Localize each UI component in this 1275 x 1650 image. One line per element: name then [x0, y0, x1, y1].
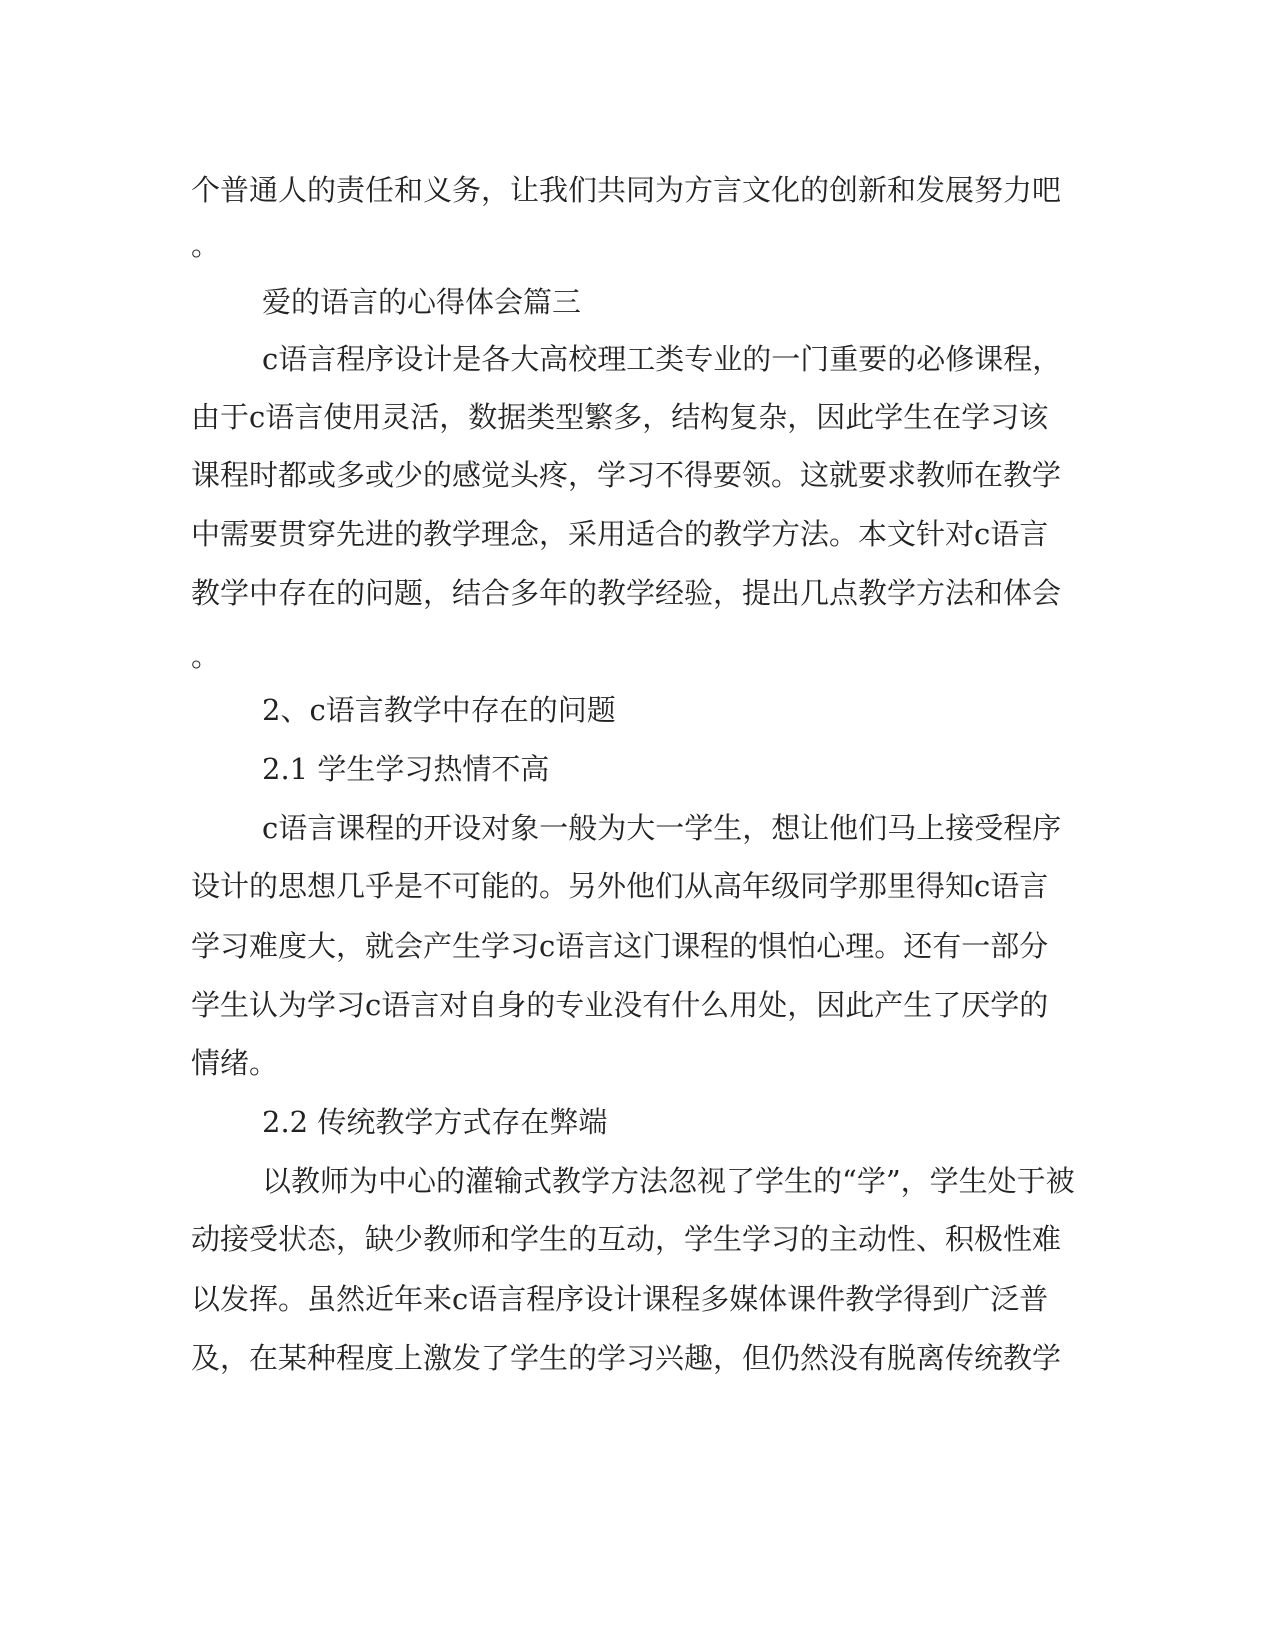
body-text-line: 。	[191, 228, 221, 262]
body-text-line: 课程时都或多或少的感觉头疼，学习不得要领。这就要求教师在教学	[191, 458, 1062, 492]
body-text-line: 由于c语言使用灵活，数据类型繁多，结构复杂，因此学生在学习该	[191, 400, 1049, 434]
body-text-line: 动接受状态，缺少教师和学生的互动，学生学习的主动性、积极性难	[191, 1222, 1062, 1256]
subsection-heading: 2.1 学生学习热情不高	[262, 752, 550, 786]
subsection-heading: 2.2 传统教学方式存在弊端	[262, 1105, 608, 1139]
body-text-line: 学习难度大，就会产生学习c语言这门课程的惧怕心理。还有一部分	[191, 929, 1049, 963]
body-text-line: 。	[191, 639, 221, 673]
body-text-line: 学生认为学习c语言对自身的专业没有什么用处，因此产生了厌学的	[191, 988, 1049, 1022]
body-text-line: c语言课程的开设对象一般为大一学生，想让他们马上接受程序	[262, 811, 1062, 845]
body-text-line: 个普通人的责任和义务，让我们共同为方言文化的创新和发展努力吧	[191, 173, 1062, 207]
body-text-line: 以教师为中心的灌输式教学方法忽视了学生的“学”，学生处于被	[262, 1164, 1075, 1198]
body-text-line: 情绪。	[191, 1046, 279, 1080]
section-heading: 2、c语言教学中存在的问题	[262, 693, 616, 727]
body-text-line: 设计的思想几乎是不可能的。另外他们从高年级同学那里得知c语言	[191, 869, 1049, 903]
body-text-line: 以发挥。虽然近年来c语言程序设计课程多媒体课件教学得到广泛普	[191, 1282, 1049, 1316]
body-text-line: c语言程序设计是各大高校理工类专业的一门重要的必修课程，	[262, 342, 1062, 376]
body-text-line: 及，在某种程度上激发了学生的学习兴趣，但仍然没有脱离传统教学	[191, 1341, 1062, 1375]
section-heading: 爱的语言的心得体会篇三	[262, 285, 582, 319]
body-text-line: 中需要贯穿先进的教学理念，采用适合的教学方法。本文针对c语言	[191, 517, 1049, 551]
body-text-line: 教学中存在的问题，结合多年的教学经验，提出几点教学方法和体会	[191, 576, 1062, 610]
